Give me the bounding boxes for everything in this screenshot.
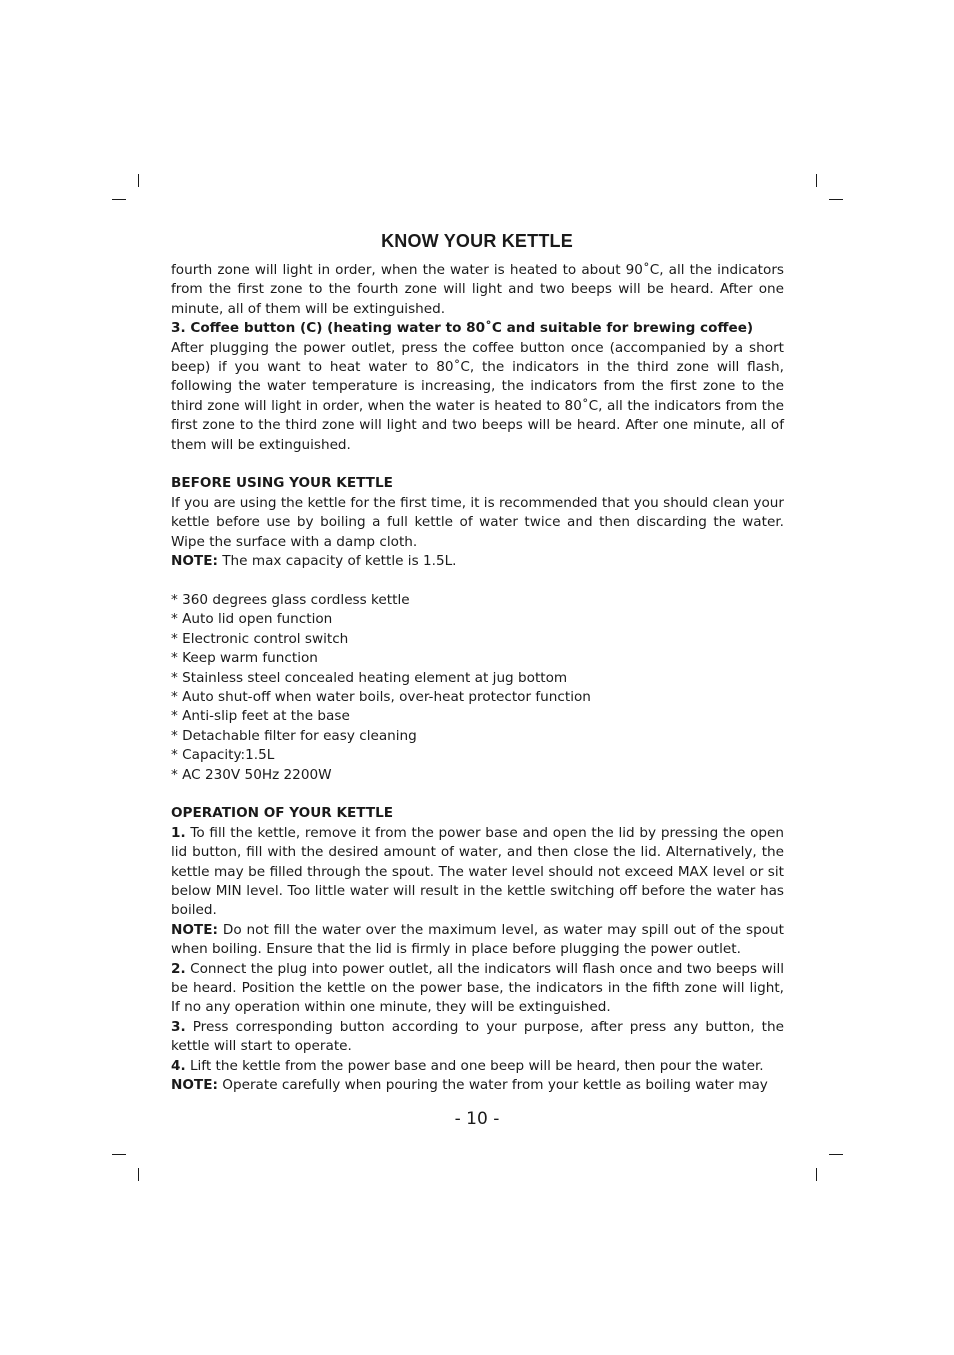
coffee-button-heading: 3. Coffee button (C) (heating water to 80˚C and suitable for brewing coffee) xyxy=(171,320,754,337)
step-text: Do not fill the water over the maximum level, as water may spill out of the spout when boiling. Ensure that the lid is firmly in place before plugging the power outlet. xyxy=(171,921,784,958)
step-text: Lift the kettle from the power base and one beep will be heard, then pour the water. xyxy=(185,1057,764,1074)
before-using-paragraph: If you are using the kettle for the first time, it is recommended that you should clean your kettle before use by boiling a full kettle of water twice and then discarding the water. Wipe the surface with a damp cloth. xyxy=(171,494,784,550)
crop-mark-top-left-vertical xyxy=(138,174,139,187)
note-text: The max capacity of kettle is 1.5L. xyxy=(217,553,457,570)
operation-heading: OPERATION OF YOUR KETTLE xyxy=(171,805,394,822)
step-text: To fill the kettle, remove it from the power base and open the lid by pressing the open lid button, fill with the desired amount of water, and then close the lid. Alternatively, the kettle may be filled through the spout. The water level should not exceed MAX level or sit below MIN level. Too little water will result in the kettle switching off before the water has boiled. xyxy=(171,824,784,919)
feature-item: * Stainless steel concealed heating element at jug bottom xyxy=(171,669,568,686)
feature-item: * AC 230V 50Hz 2200W xyxy=(171,766,332,783)
crop-mark-bottom-right-vertical xyxy=(816,1168,817,1181)
feature-list xyxy=(171,591,784,785)
page-number: - 10 - xyxy=(454,1109,500,1129)
intro-paragraph: fourth zone will light in order, when the water is heated to about 90˚C, all the indicators from the first zone to the fourth zone will light and two beeps will be heard. After one minute, all of them will be extinguished. xyxy=(171,262,784,317)
crop-mark-bottom-right-horizontal xyxy=(829,1154,843,1155)
crop-mark-top-right-horizontal xyxy=(829,199,843,200)
step-text: Press corresponding button according to your purpose, after press any button, the kettle will start to operate. xyxy=(171,1018,784,1055)
feature-item: * Electronic control switch xyxy=(171,630,349,647)
coffee-button-paragraph: After plugging the power outlet, press the coffee button once (accompanied by a short beep) if you want to heat water to 80˚C, the indicators in the third zone will flash, following the water temperature is increasing, the indicators from the first zone to the third zone will light in order, when the water is heated to 80˚C, all the indicators from the first zone to the third zone will light and two beeps will be heard. After one minute, all of them will be extinguished. xyxy=(171,339,784,453)
step-label: NOTE: xyxy=(171,1077,218,1094)
feature-item: * Keep warm function xyxy=(171,650,318,667)
before-using-heading: BEFORE USING YOUR KETTLE xyxy=(171,475,393,492)
feature-item: * Auto lid open function xyxy=(171,611,333,628)
feature-item: * Detachable filter for easy cleaning xyxy=(171,727,417,744)
step-label: 4. xyxy=(171,1057,186,1074)
step-text: Operate carefully when pouring the water from your kettle as boiling water may xyxy=(217,1077,768,1094)
feature-item: * 360 degrees glass cordless kettle xyxy=(171,591,410,608)
feature-item: * Anti-slip feet at the base xyxy=(171,708,350,725)
crop-mark-top-right-vertical xyxy=(816,174,817,187)
manual-content xyxy=(171,261,784,1095)
operation-step xyxy=(171,1018,784,1057)
crop-mark-top-left-horizontal xyxy=(112,199,126,200)
step-label: 1. xyxy=(171,824,186,841)
operation-step xyxy=(171,824,784,921)
feature-item: * Capacity:1.5L xyxy=(171,747,275,764)
capacity-note xyxy=(171,552,784,571)
operation-step xyxy=(171,1057,784,1076)
step-text: Connect the plug into power outlet, all the indicators will flash once and two beeps will be heard. Position the kettle on the power base, the indicators in the fifth zone will light, If no any operation within one minute, they will be extinguished. xyxy=(171,960,784,1016)
step-label: 3. xyxy=(171,1018,186,1035)
crop-mark-bottom-left-vertical xyxy=(138,1168,139,1181)
page-title: KNOW YOUR KETTLE xyxy=(381,231,573,251)
step-label: NOTE: xyxy=(171,921,218,938)
operation-step xyxy=(171,921,784,960)
crop-mark-bottom-left-horizontal xyxy=(112,1154,126,1155)
feature-item: * Auto shut-off when water boils, over-heat protector function xyxy=(171,688,591,705)
operation-step xyxy=(171,1076,784,1095)
step-label: 2. xyxy=(171,960,186,977)
note-label: NOTE: xyxy=(171,553,218,570)
operation-step xyxy=(171,960,784,1018)
